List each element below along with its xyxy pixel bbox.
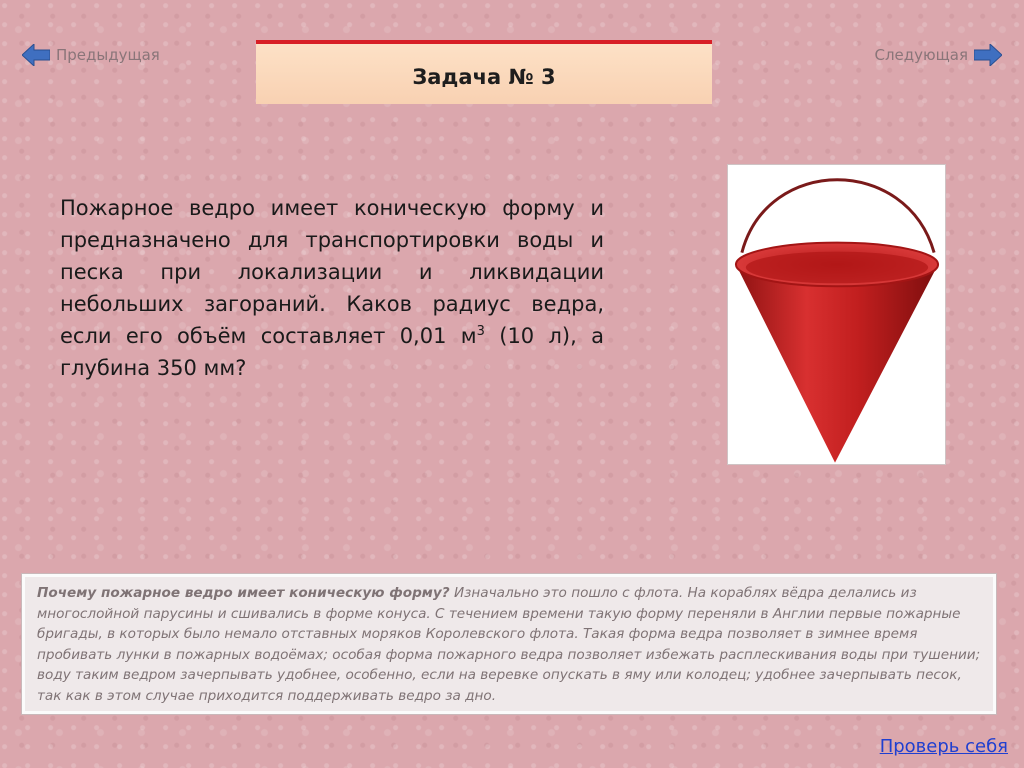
next-slide-link[interactable] (874, 44, 1002, 66)
note-answer: Изначально это пошло с флота. На кораблях вёдра делались из многослойной парусины и сшивались в форме конуса. С течением времени такую форму переняли в Англии первые пожарные бригады, в которых было немало отставных моряков Королевского флота. Такая форма ведра позволяет в зимнее время пробивать лунки в пожарных водоёмах; особая форма пожарного ведра позволяет избежать расплескивания воды при тушении; воду таким ведром зачерпывать удобнее, особенно, если на веревке опускать в яму или колодец; удобнее зачерпывать песок, так как в этом случае приходится поддерживать ведро за дно. (37, 585, 981, 704)
note-question: Почему пожарное ведро имеет коническую форму? (37, 585, 450, 601)
check-yourself-link[interactable]: Проверь себя (879, 736, 1008, 757)
problem-text-main: Пожарное ведро имеет коническую форму и предназначено для транспортировки воды и песка при локализации и ликвидации небольших загораний. Каков радиус ведра, если его объём составляет 0,01 м (60, 196, 604, 348)
cone-bucket-illustration (728, 165, 945, 464)
problem-text-tail: (10 л), а глубина 350 мм? (60, 324, 604, 380)
cubic-superscript: 3 (476, 324, 485, 339)
arrow-right-icon (974, 44, 1002, 66)
previous-slide-label: Предыдущая (56, 46, 160, 64)
previous-slide-link[interactable] (22, 44, 160, 66)
fire-bucket-image (727, 164, 946, 465)
next-slide-label: Следующая (874, 46, 968, 64)
info-note (22, 574, 996, 714)
task-title: Задача № 3 (412, 65, 556, 89)
arrow-left-icon (22, 44, 50, 66)
task-title-banner (256, 40, 712, 104)
problem-text (60, 192, 604, 384)
